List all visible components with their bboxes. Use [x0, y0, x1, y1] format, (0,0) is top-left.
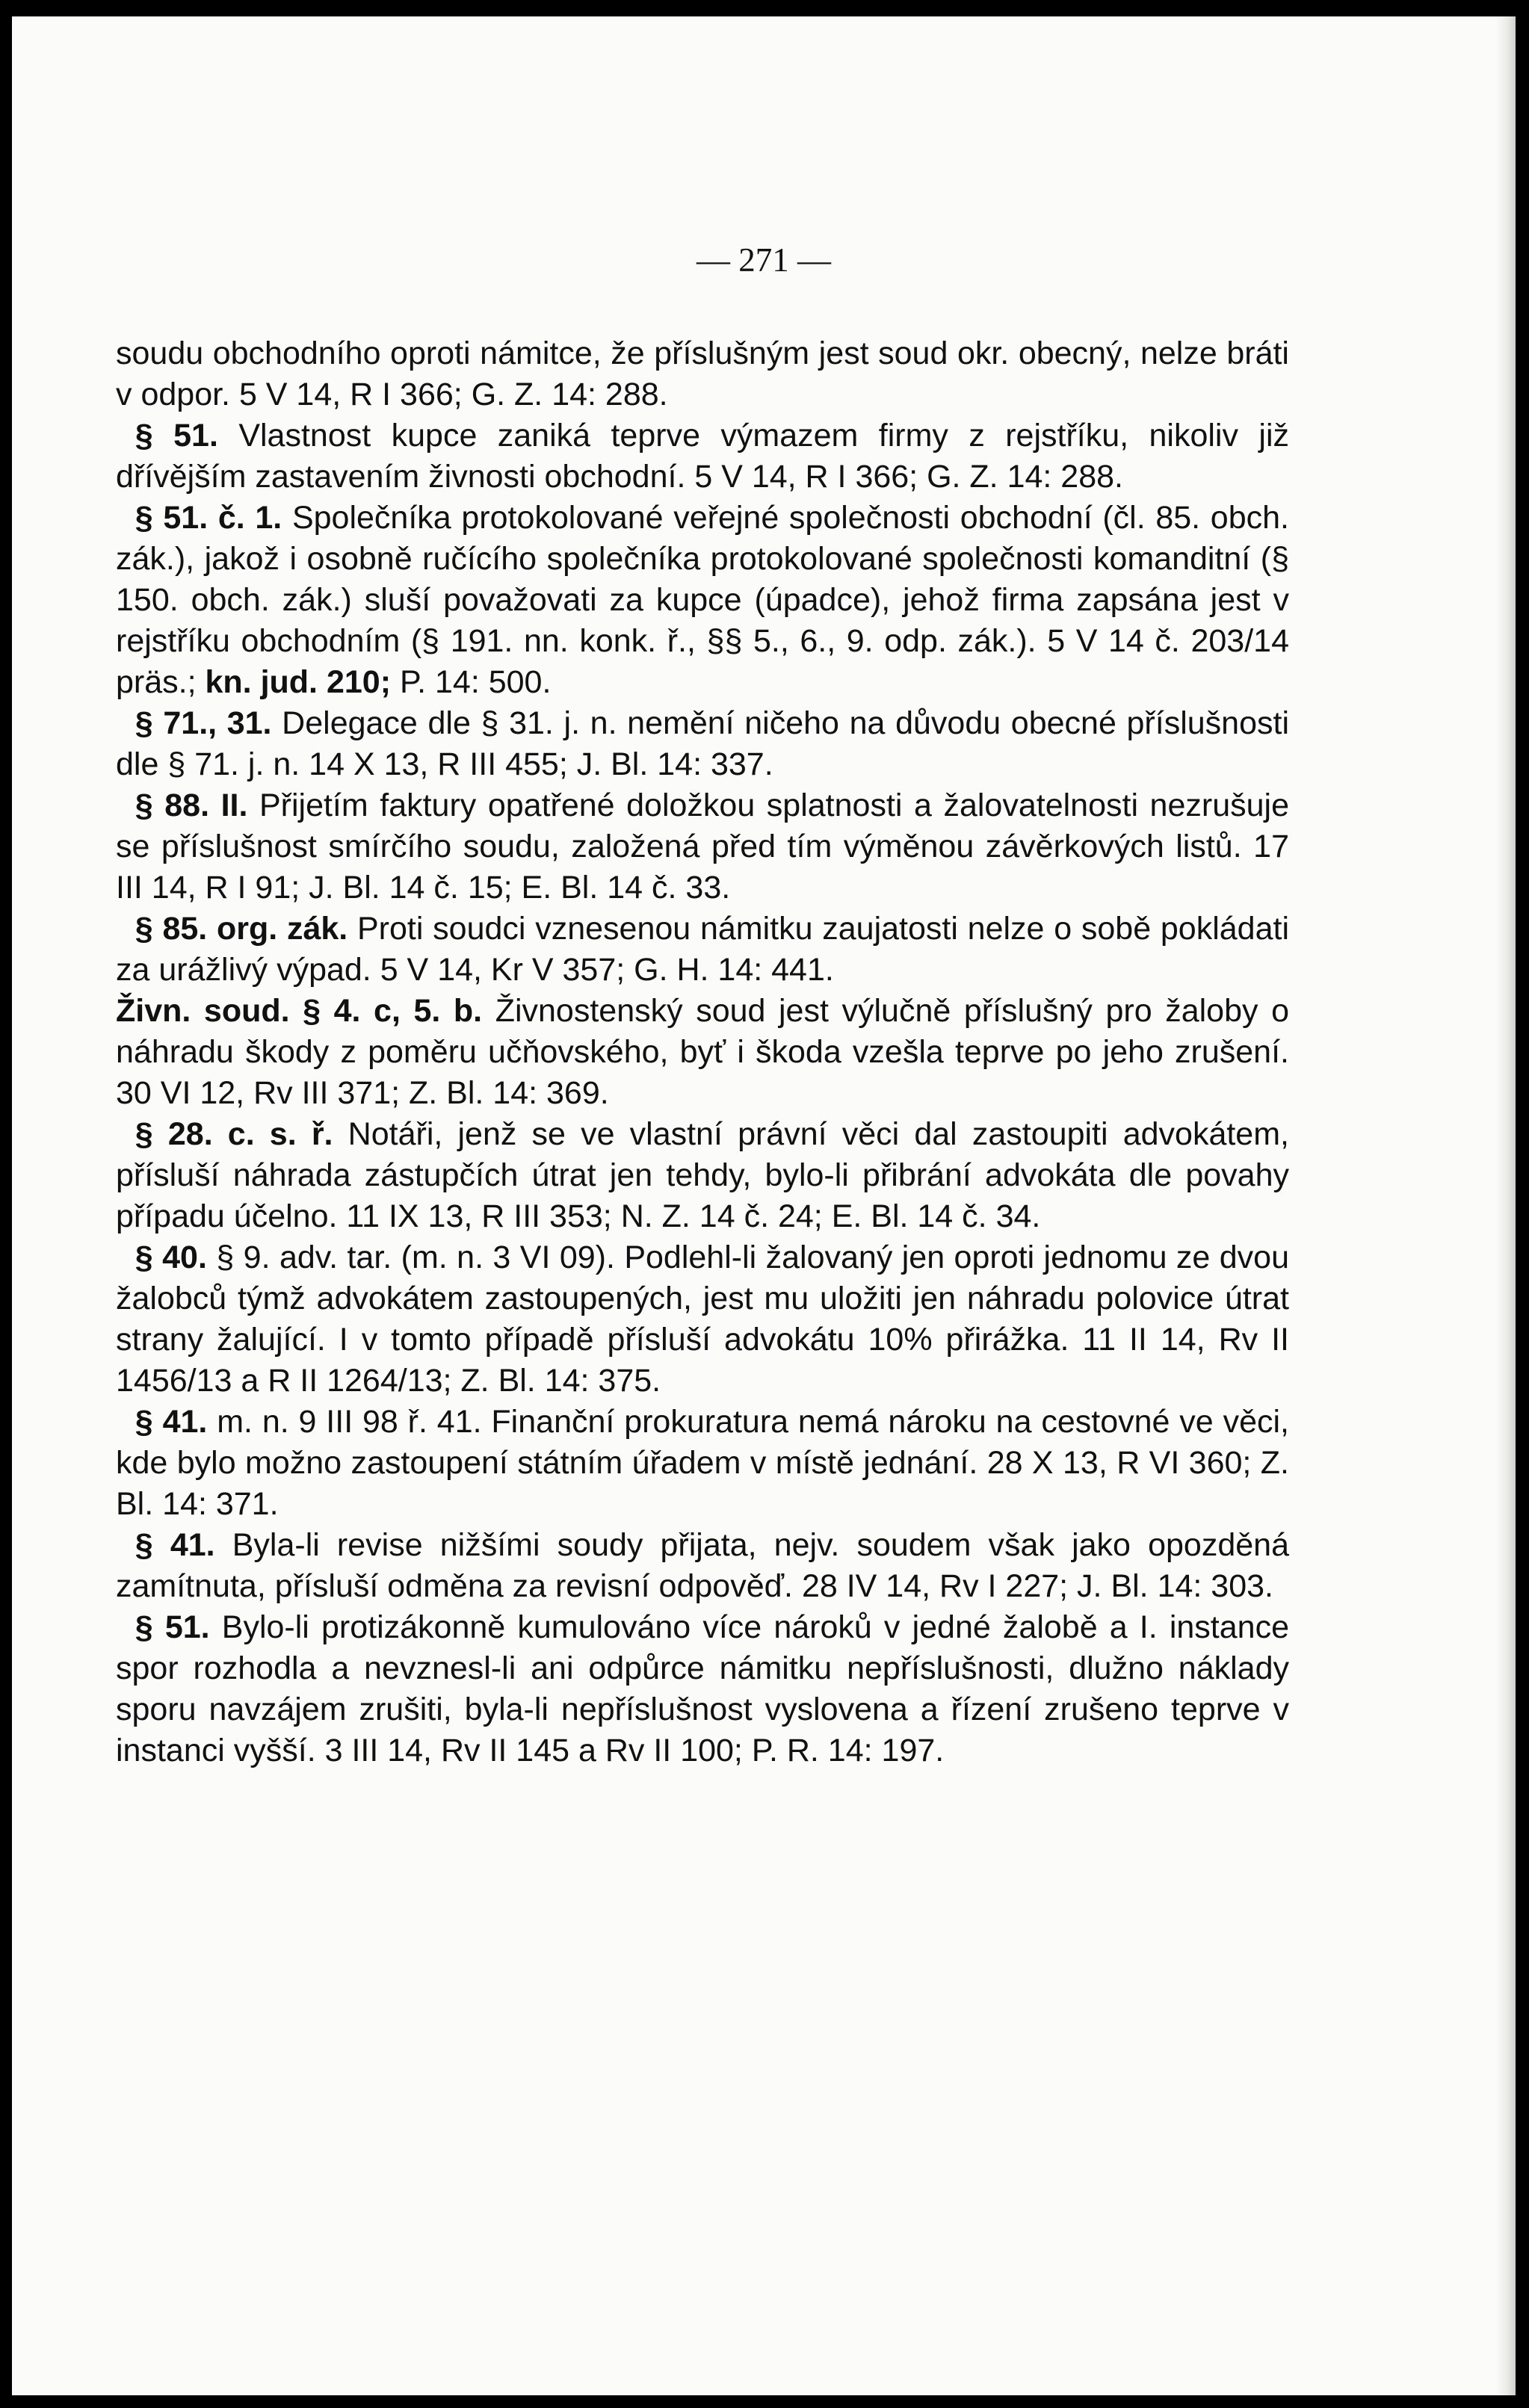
paragraph-text: Notáři, jenž se ve vlastní právní věci dal zastoupiti advokátem, přísluší náhrada zástupčích útrat jen tehdy, bylo-li přibrání advokáta dle povahy případu účelno. 11 IX 13, R III 353; N. Z. 14 č. 24; E. Bl. 14 č. 34.: [116, 1116, 1289, 1234]
paragraph-heading: § 88. II.: [135, 787, 248, 823]
paragraph-text: Vlastnost kupce zaniká teprve výmazem firmy z rejstříku, nikoliv již dřívějším zastavením živnosti obchodní. 5 V 14, R I 366; G. Z. 14: 288.: [116, 418, 1290, 495]
paragraph-4: [116, 703, 1289, 785]
paragraph-tail: P. 14: 500.: [399, 664, 552, 700]
paragraph-text: Proti soudci vznesenou námitku zaujatosti nelze o sobě pokládati za urážlivý výpad. 5 V 14, Kr V 357; G. H. 14: 441.: [116, 911, 1290, 988]
paragraph-2: [116, 415, 1289, 498]
paragraph-text: m. n. 9 III 98 ř. 41. Finanční prokuratura nemá nároku na cestovné ve věci, kde bylo možno zastoupení státním úřadem v místě jednání. 28 X 13, R VI 360; Z. Bl. 14: 371.: [116, 1404, 1289, 1522]
paragraph-text: soudu obchodního oproti námitce, že příslušným jest soud okr. obecný, nelze bráti v odpor. 5 V 14, R I 366; G. Z. 14: 288.: [116, 335, 1289, 412]
paragraph-5: [116, 785, 1289, 909]
paragraph-bold-tail: kn. jud. 210;: [205, 664, 392, 700]
paragraph-text: Živnostenský soud jest výlučně příslušný pro žaloby o náhradu škody z poměru učňovského, byť i škoda vzešla teprve po jeho zrušení. 30 VI 12, Rv III 371; Z. Bl. 14: 369.: [116, 993, 1289, 1111]
paragraph-12: [116, 1607, 1289, 1771]
paragraph-11: [116, 1525, 1289, 1607]
paragraph-8: [116, 1114, 1289, 1237]
paragraph-heading: § 41.: [135, 1527, 215, 1563]
paragraph-9: [116, 1237, 1289, 1402]
page-body: [116, 333, 1289, 1771]
paragraph-heading: § 51.: [135, 418, 218, 454]
paragraph-text: Společníka protokolované veřejné společnosti obchodní (čl. 85. obch. zák.), jakož i osobně ručícího společníka protokolované společnosti komanditní (§ 150. obch. zák.) sluší považovati za kupce (úpadce), jehož firma zapsána jest v rejstříku obchodním (§ 191. nn. konk. ř., §§ 5., 6., 9. odp. zák.). 5 V 14 č. 203/14 präs.;: [116, 500, 1289, 700]
paragraph-heading: § 85. org. zák.: [135, 911, 348, 947]
page-edge-shadow: [1496, 16, 1516, 2395]
paragraph-heading: § 28. c. s. ř.: [135, 1116, 333, 1152]
paragraph-heading: § 41.: [135, 1404, 208, 1440]
paragraph-text: § 9. adv. tar. (m. n. 3 VI 09). Podlehl-li žalovaný jen oproti jednomu ze dvou žalobců týmž advokátem zastoupených, jest mu uložiti jen náhradu polovice útrat strany žalující. I v tomto případě přísluší advokátu 10% přirážka. 11 II 14, Rv II 1456/13 a R II 1264/13; Z. Bl. 14: 375.: [116, 1239, 1289, 1399]
paragraph-text: Bylo-li protizákonně kumulováno více nároků v jedné žalobě a I. instance spor rozhodla a nevznesl-li ani odpůrce námitku nepříslušnosti, dlužno náklady sporu navzájem zrušiti, byla-li nepříslušnost vyslovena a řízení zrušeno teprve v instanci vyšší. 3 III 14, Rv II 145 a Rv II 100; P. R. 14: 197.: [116, 1609, 1289, 1768]
paragraph-6: [116, 909, 1289, 991]
paragraph-1: [116, 333, 1289, 415]
paragraph-text: Delegace dle § 31. j. n. nemění ničeho na důvodu obecné příslušnosti dle § 71. j. n. 14 X 13, R III 455; J. Bl. 14: 337.: [116, 705, 1289, 782]
paragraph-heading: § 51.: [135, 1609, 210, 1645]
paragraph-heading: § 51. č. 1.: [135, 500, 282, 536]
paragraph-heading: § 71., 31.: [135, 705, 272, 741]
paragraph-text: Přijetím faktury opatřené doložkou splatnosti a žalovatelnosti nezrušuje se příslušnost smírčího soudu, založená před tím výměnou závěrkových listů. 17 III 14, R I 91; J. Bl. 14 č. 15; E. Bl. 14 č. 33.: [116, 787, 1289, 906]
paragraph-7: [116, 991, 1289, 1114]
paragraph-10: [116, 1402, 1289, 1525]
book-page: [12, 16, 1516, 2395]
paragraph-heading: § 40.: [135, 1239, 207, 1275]
paragraph-3: [116, 498, 1289, 703]
page-number: — 271 —: [696, 241, 831, 279]
paragraph-heading: Živn. soud. § 4. c, 5. b.: [116, 993, 483, 1029]
paragraph-text: Byla-li revise nižšími soudy přijata, nejv. soudem však jako opozděná zamítnuta, přísluší odměna za revisní odpověď. 28 IV 14, Rv I 227; J. Bl. 14: 303.: [116, 1527, 1289, 1604]
